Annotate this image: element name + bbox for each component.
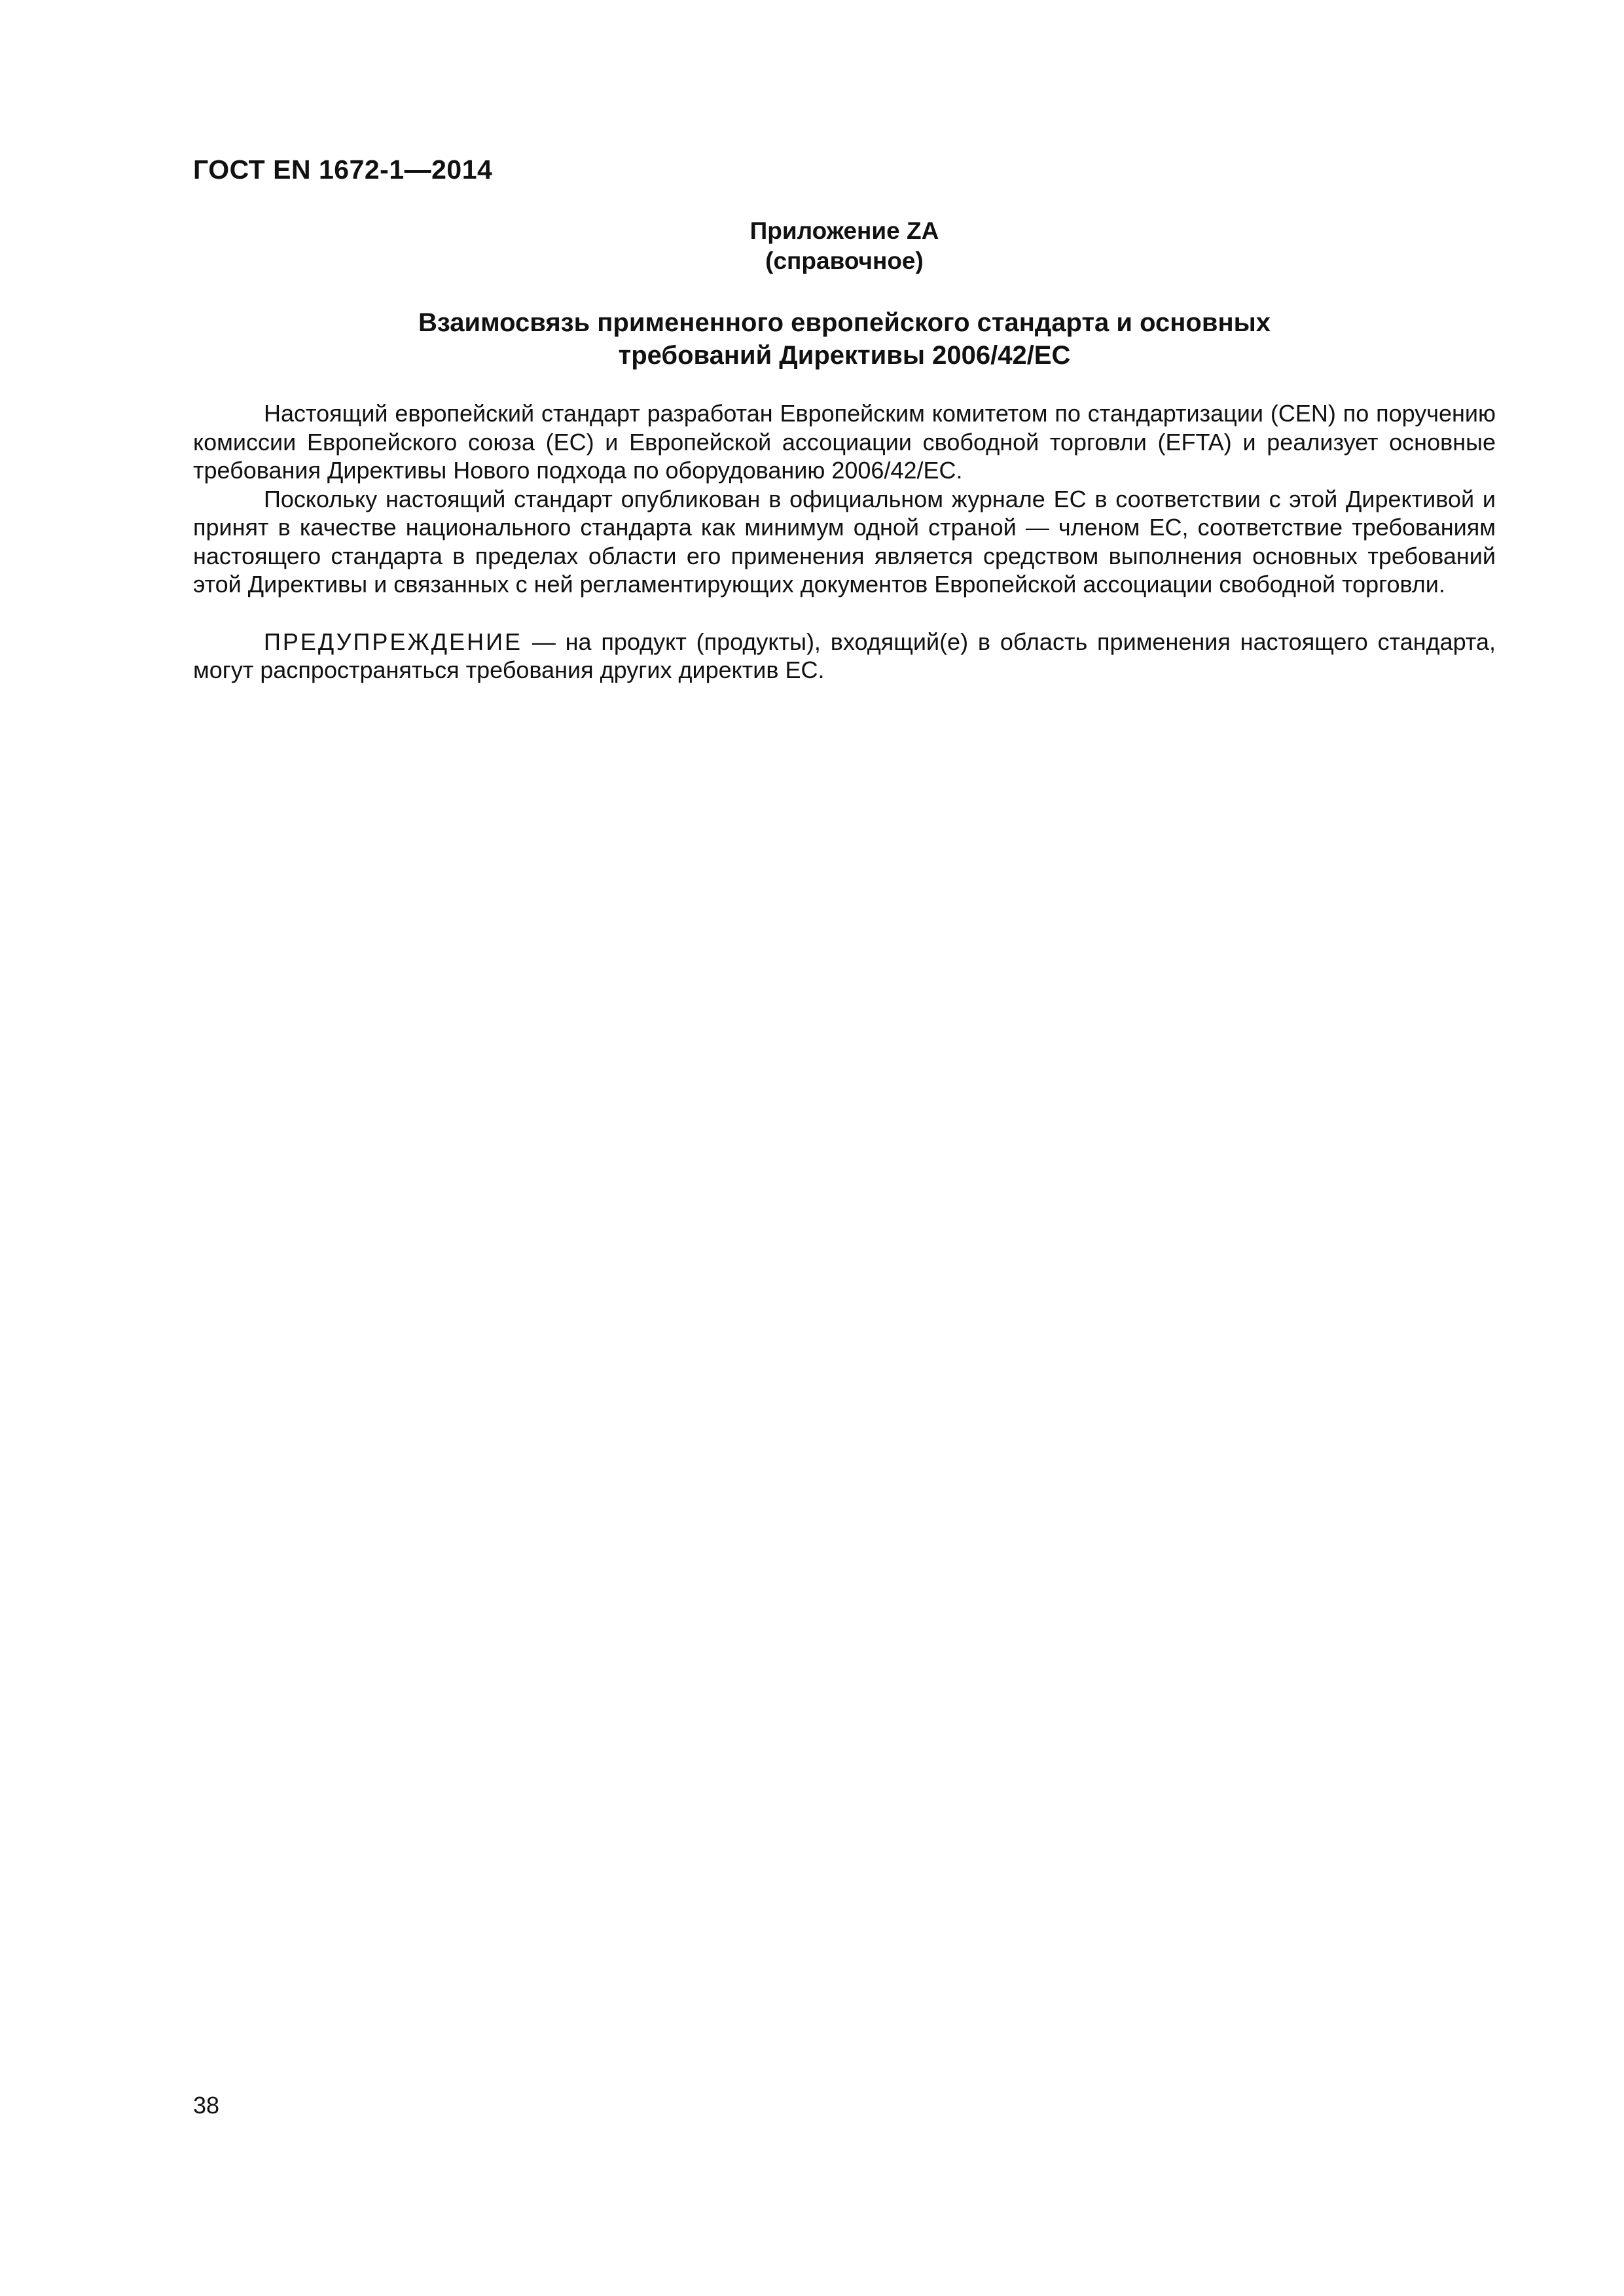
paragraph-1: Настоящий европейский стандарт разработан Европейским комитетом по стандартизации (CEN) по поручению комиссии Европейского союза (ЕС) и Европейской ассоциации свободной торговли (EFTA) и реализует основные требования Директивы Нового подхода по оборудованию 2006/42/ЕС. — [193, 400, 1496, 484]
warning-text: — на продукт (продукты), входящий(е) в область применения настоящего стандарта, могут распространяться требования других директив ЕС. — [193, 628, 1496, 683]
annex-title — [193, 306, 1496, 372]
annex-label: Приложение ZA — [749, 217, 939, 244]
paragraph-2: Поскольку настоящий стандарт опубликован в официальном журнале ЕС в соответствии с этой Директивой и принят в качестве национального стандарта как минимум одной страной — членом ЕС, соответствие требованиям настоящего стандарта в пределах области его применения является средством выполнения основных требований этой Директивы и связанных с ней регламентирующих документов Европейской ассоциации свободной торговли. — [193, 485, 1496, 598]
page-number: 38 — [193, 2092, 220, 2119]
document-code: ГОСТ EN 1672-1—2014 — [193, 154, 493, 185]
annex-title-line-2: требований Директивы 2006/42/ЕС — [618, 341, 1071, 370]
annex-status: (справочное) — [765, 247, 924, 274]
annex-heading — [193, 216, 1496, 276]
body-text — [193, 399, 1496, 685]
warning-word: ПРЕДУПРЕЖДЕНИЕ — [264, 628, 522, 655]
annex-title-line-1: Взаимосвязь примененного европейского стандарта и основных — [418, 308, 1271, 337]
warning-paragraph — [193, 628, 1496, 685]
